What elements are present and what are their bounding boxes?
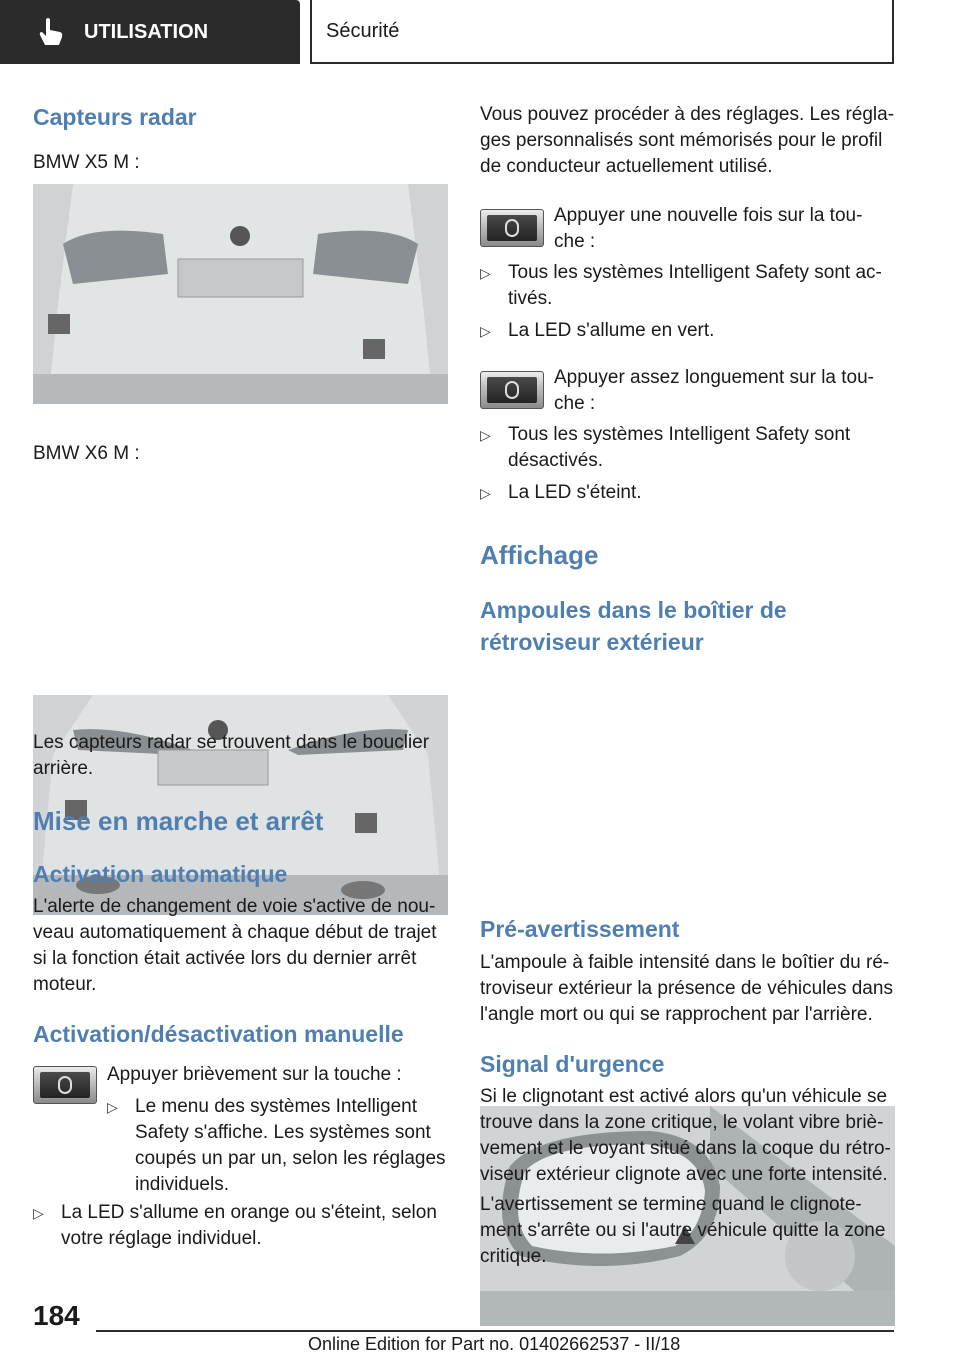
heading-ampoules: Ampoules dans le boîtier de <box>480 597 787 623</box>
radar-text-line1: Les capteurs radar se trouvent dans le bouclier <box>33 732 430 753</box>
press-short-text: Appuyer brièvement sur la touche : <box>107 1064 402 1085</box>
end-text-line: ment s'arrête ou si l'autre véhicule quitte la zone <box>480 1220 886 1241</box>
intelligent-safety-button-icon <box>33 1066 97 1104</box>
triangle-bullet-icon: ▷ <box>107 1099 118 1115</box>
chapter-label: UTILISATION <box>84 20 209 43</box>
chapter-tab <box>0 0 300 64</box>
heading-affichage: Affichage <box>480 540 599 570</box>
auto-text-line: si la fonction était activée lors du dernier arrêt <box>33 948 417 969</box>
auto-text-line: L'alerte de changement de voie s'active de nou- <box>33 896 436 917</box>
bmw-x5-rear-image <box>33 184 448 404</box>
x5-label: BMW X5 M : <box>33 152 140 173</box>
triangle-bullet-icon: ▷ <box>480 427 491 443</box>
press-again-line: Appuyer une nouvelle fois sur la tou- <box>554 205 863 226</box>
triangle-bullet-icon: ▷ <box>480 485 491 501</box>
pre-text-line: troviseur extérieur la présence de véhicules dans <box>480 978 893 999</box>
footer-divider <box>96 1330 894 1332</box>
edition-text: Online Edition for Part no. 01402662537 - II/18 <box>308 1334 681 1354</box>
end-text-line: critique. <box>480 1246 547 1267</box>
intelligent-safety-button-icon <box>480 371 544 409</box>
triangle-bullet-icon: ▷ <box>33 1205 44 1221</box>
intelligent-safety-button-icon <box>480 209 544 247</box>
press-long-line: che : <box>554 393 596 414</box>
section-title: Sécurité <box>310 0 894 64</box>
intro-line: Vous pouvez procéder à des réglages. Les régla- <box>480 104 895 125</box>
signal-text-line: viseur extérieur clignote avec une forte intensité. <box>480 1164 888 1185</box>
pre-text-line: l'angle mort ou qui se rapprochent par l'arrière. <box>480 1004 873 1025</box>
intro-line: de conducteur actuellement utilisé. <box>480 156 773 177</box>
signal-text-line: Si le clignotant est activé alors qu'un véhicule se <box>480 1086 888 1107</box>
heading-activation-manuelle: Activation/désactivation manuelle <box>33 1021 404 1047</box>
end-text-line: L'avertissement se termine quand le clignote- <box>480 1194 862 1215</box>
press-again-line: che : <box>554 231 596 252</box>
press-long-line: Appuyer assez longuement sur la tou- <box>554 367 875 388</box>
heading-ampoules: rétroviseur extérieur <box>480 629 704 655</box>
list-item: ▷ La LED s'allume en vert. <box>480 318 895 344</box>
signal-text-line: vement et le voyant situé dans la coque du rétro- <box>480 1138 891 1159</box>
list-item: ▷ Le menu des systèmes Intelligent Safety s'affiche. Les systèmes sont coupés un par un, selon les réglages individuels. <box>107 1094 452 1198</box>
list-item: ▷ Tous les systèmes Intelligent Safety sont ac- tivés. <box>480 260 895 312</box>
heading-mise-en-marche: Mise en marche et arrêt <box>33 806 324 836</box>
auto-text-line: veau automatiquement à chaque début de trajet <box>33 922 437 943</box>
heading-signal-urgence: Signal d'urgence <box>480 1051 665 1077</box>
signal-text-line: trouve dans la zone critique, le volant vibre briè- <box>480 1112 884 1133</box>
x6-label: BMW X6 M : <box>33 443 140 464</box>
list-item: ▷ Tous les systèmes Intelligent Safety sont désactivés. <box>480 422 895 474</box>
page-number: 184 <box>33 1300 80 1331</box>
heading-radar-sensors: Capteurs radar <box>33 104 197 130</box>
pre-text-line: L'ampoule à faible intensité dans le boîtier du ré- <box>480 952 890 973</box>
triangle-bullet-icon: ▷ <box>480 323 491 339</box>
list-item: ▷ La LED s'éteint. <box>480 480 895 506</box>
hand-pointer-icon <box>34 15 68 49</box>
heading-activation-auto: Activation automatique <box>33 861 288 887</box>
intro-line: ges personnalisés sont mémorisés pour le profil <box>480 130 883 151</box>
auto-text-line: moteur. <box>33 974 97 995</box>
heading-pre-avertissement: Pré-avertissement <box>480 916 680 942</box>
triangle-bullet-icon: ▷ <box>480 265 491 281</box>
list-item: ▷ La LED s'allume en orange ou s'éteint, selon votre réglage individuel. <box>33 1200 453 1252</box>
radar-text-line2: arrière. <box>33 758 94 779</box>
